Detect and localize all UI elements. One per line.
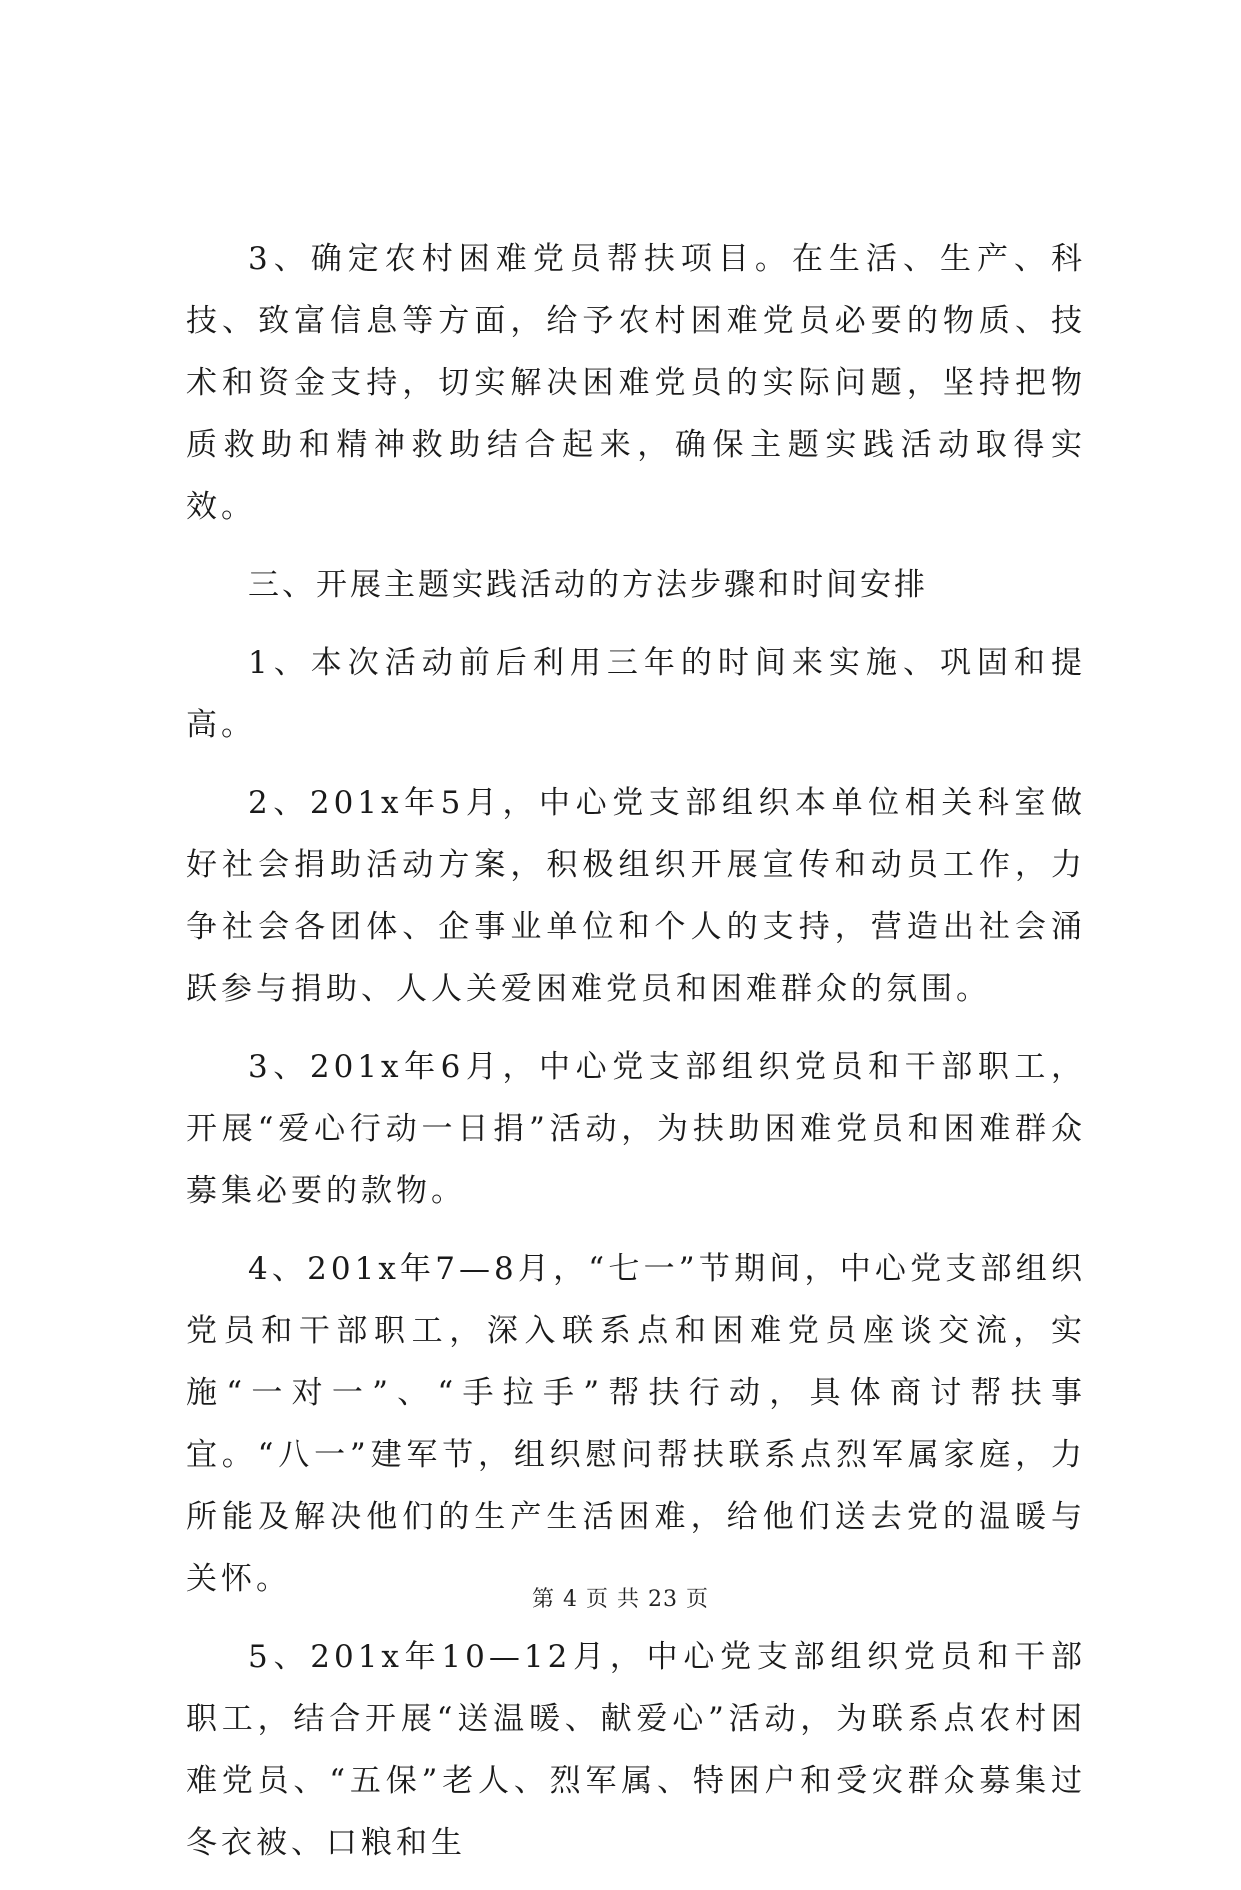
paragraph-step-1: 1、本次活动前后利用三年的时间来实施、巩固和提高。 [186,645,1086,743]
paragraph-step-4: 4、201x年7—8月，“七一”节期间，中心党支部组织党员和干部职工，深入联系点和困难党员座谈交流，实施“一对一”、“手拉手”帮扶行动，具体商讨帮扶事宜。“八一”建军节，组织慰问帮扶联系点烈军属家庭，力所能及解决他们的生产生活困难，给他们送去党的温暖与关怀。 [186,1251,1086,1597]
paragraph-step-3: 3、201x年6月，中心党支部组织党员和干部职工，开展“爱心行动一日捐”活动，为扶助困难党员和困难群众募集必要的款物。 [186,1049,1086,1209]
section-heading-methods-schedule: 三、开展主题实践活动的方法步骤和时间安排 [248,567,928,603]
paragraph-item-3-support: 3、确定农村困难党员帮扶项目。在生活、生产、科技、致富信息等方面，给予农村困难党员必要的物质、技术和资金支持，切实解决困难党员的实际问题，坚持把物质救助和精神救助结合起来，确保主题实践活动取得实效。 [186,241,1086,525]
paragraph-step-2: 2、201x年5月，中心党支部组织本单位相关科室做好社会捐助活动方案，积极组织开展宣传和动员工作，力争社会各团体、企事业单位和个人的支持，营造出社会涌跃参与捐助、人人关爱困难党员和困难群众的氛围。 [186,785,1086,1007]
document-body [186,228,1086,1890]
paragraph-step-5: 5、201x年10—12月，中心党支部组织党员和干部职工，结合开展“送温暖、献爱心”活动，为联系点农村困难党员、“五保”老人、烈军属、特困户和受灾群众募集过冬衣被、口粮和生 [186,1639,1086,1861]
page-number-footer: 第 4 页 共 23 页 [532,1587,709,1612]
